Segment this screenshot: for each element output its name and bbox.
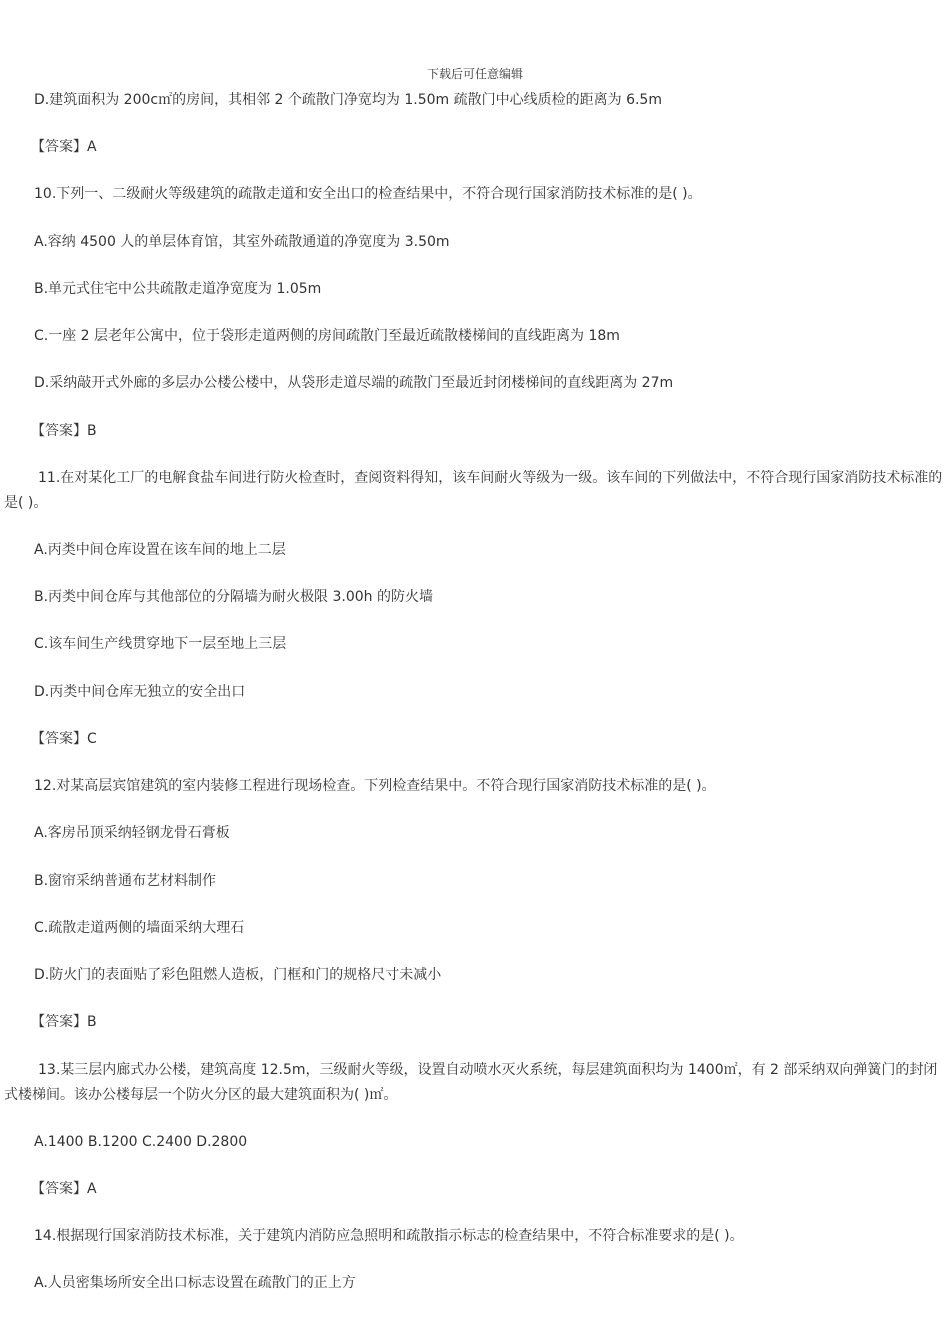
option-b-q11: B.丙类中间仓库与其他部位的分隔墙为耐火极限 3.00h 的防火墙 <box>34 589 433 605</box>
option-b-q12: B.窗帘采纳普通布艺材料制作 <box>34 873 217 889</box>
option-d-q11: D.丙类中间仓库无独立的安全出口 <box>34 684 246 700</box>
question-12: 12.对某高层宾馆建筑的室内装修工程进行现场检查。下列检查结果中。不符合现行国家消防技术标准的是( )。 <box>34 778 716 794</box>
question-10: 10.下列一、二级耐火等级建筑的疏散走道和安全出口的检查结果中，不符合现行国家消防技术标准的是( )。 <box>34 186 702 202</box>
answer-q9: 【答案】A <box>31 139 97 155</box>
options-q13: A.1400 B.1200 C.2400 D.2800 <box>34 1134 248 1150</box>
question-13: 13.某三层内廊式办公楼，建筑高度 12.5m，三级耐火等级，设置自动喷水灭火系统，每层建筑面积均为 1400㎡，有 2 部采纳双向弹簧门的封闭式楼梯间。该办公楼每层一个防火分区的最大建筑面积为( )㎡。 <box>4 1062 938 1103</box>
option-d-q9: D.建筑面积为 200c㎡的房间，其相邻 2 个疏散门净宽均为 1.50m 疏散门中心线质检的距离为 6.5m <box>34 92 662 108</box>
option-d-q10: D.采纳敲开式外廊的多层办公楼公楼中，从袋形走道尽端的疏散门至最近封闭楼梯间的直线距离为 27m <box>34 375 674 391</box>
answer-q12: 【答案】B <box>31 1014 97 1030</box>
option-a-q14: A.人员密集场所安全出口标志设置在疏散门的正上方 <box>34 1275 356 1291</box>
option-b-q10: B.单元式住宅中公共疏散走道净宽度为 1.05m <box>34 281 322 297</box>
page-header: 下载后可任意编辑 <box>426 67 523 81</box>
option-a-q10: A.容纳 4500 人的单层体育馆，其室外疏散通道的净宽度为 3.50m <box>34 234 450 250</box>
option-c-q12: C.疏散走道两侧的墙面采纳大理石 <box>34 920 245 936</box>
answer-q11: 【答案】C <box>31 731 97 747</box>
question-11: 11.在对某化工厂的电解食盐车间进行防火检查时，查阅资料得知，该车间耐火等级为一级。该车间的下列做法中，不符合现行国家消防技术标准的是( )。 <box>4 470 943 511</box>
answer-q10: 【答案】B <box>31 423 97 439</box>
option-a-q12: A.客房吊顶采纳轻钢龙骨石膏板 <box>34 825 230 841</box>
option-c-q11: C.该车间生产线贯穿地下一层至地上三层 <box>34 636 287 652</box>
question-14: 14.根据现行国家消防技术标准，关于建筑内消防应急照明和疏散指示标志的检查结果中，不符合标准要求的是( )。 <box>34 1228 744 1244</box>
option-a-q11: A.丙类中间仓库设置在该车间的地上二层 <box>34 542 286 558</box>
answer-q13: 【答案】A <box>31 1181 97 1197</box>
option-c-q10: C.一座 2 层老年公寓中，位于袋形走道两侧的房间疏散门至最近疏散楼梯间的直线距离为 18m <box>34 328 620 344</box>
option-d-q12: D.防火门的表面贴了彩色阻燃人造板，门框和门的规格尺寸未减小 <box>34 967 442 983</box>
